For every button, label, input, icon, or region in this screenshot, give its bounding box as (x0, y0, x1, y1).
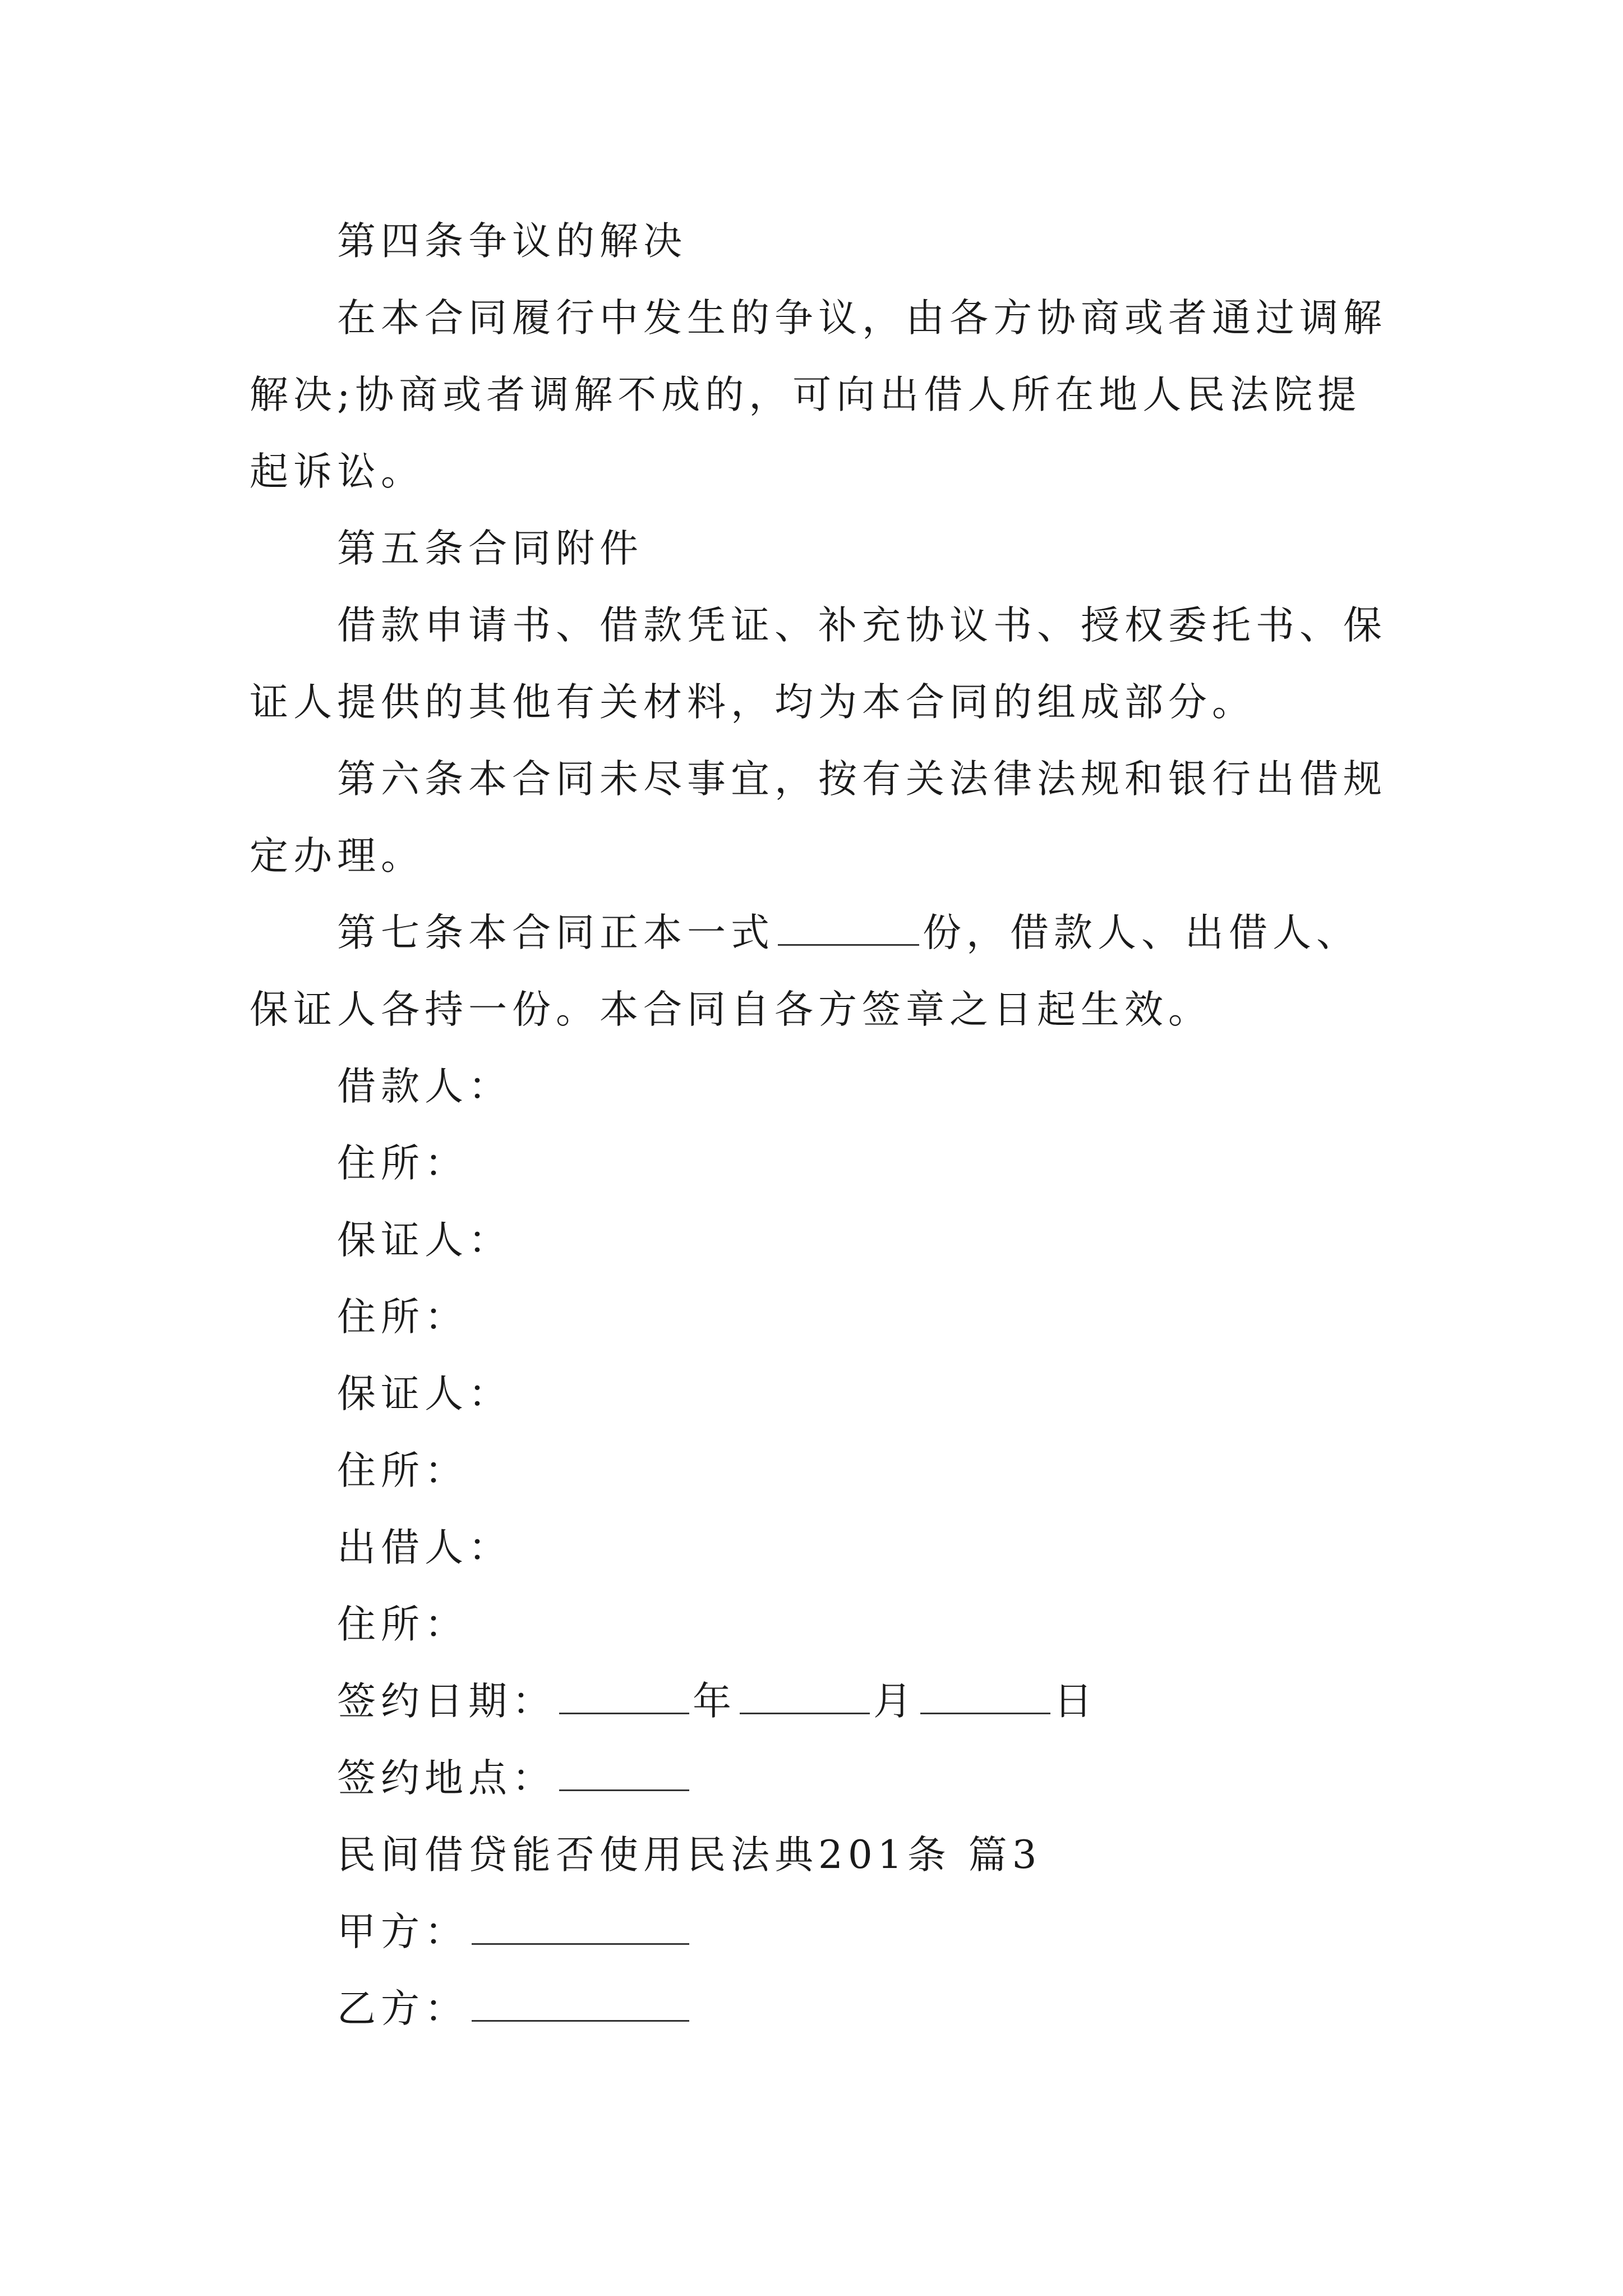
guarantor-address-label: 住所： (337, 1448, 468, 1493)
article-4-heading: 第四条争议的解决 (337, 219, 687, 264)
borrower-label: 借款人： (337, 1064, 512, 1109)
guarantor-address-label: 住所： (337, 1295, 468, 1340)
article-5-paragraph-line: 证人提供的其他有关材料，均为本合同的组成部分。 (250, 680, 1256, 725)
article-7-paragraph-line (250, 895, 1388, 972)
article-4-paragraph-line: 起诉讼。 (250, 449, 425, 494)
article-6-paragraph-line: 定办理。 (250, 834, 425, 878)
guarantor-label: 保证人： (337, 1218, 512, 1263)
party-b-label: 乙方： (337, 1986, 468, 2031)
signing-place-label: 签约地点： (337, 1756, 556, 1801)
borrower-address-label: 住所： (337, 1141, 468, 1186)
article-4-paragraph-line: 解决;协商或者调解不成的，可向出借人所在地人民法院提 (250, 372, 1362, 417)
place-blank-field[interactable] (559, 1756, 689, 1791)
day-label: 日 (1054, 1679, 1098, 1724)
party-b-blank-field[interactable] (472, 1986, 689, 2022)
article-6-paragraph-line: 第六条本合同未尽事宜，按有关法律法规和银行出借规 (337, 757, 1387, 802)
party-a-blank-field[interactable] (472, 1910, 689, 1945)
party-a-label: 甲方： (337, 1910, 468, 1954)
day-blank-field[interactable] (920, 1679, 1050, 1714)
guarantor-label: 保证人： (337, 1372, 512, 1416)
lender-address-label: 住所： (337, 1602, 468, 1647)
signing-date-label: 签约日期： (337, 1679, 556, 1724)
article-4-paragraph-line: 在本合同履行中发生的争议，由各方协商或者通过调解 (337, 296, 1387, 341)
year-label: 年 (693, 1679, 736, 1724)
year-blank-field[interactable] (559, 1679, 689, 1714)
party-a-line (250, 1894, 1388, 1971)
party-b-line (250, 1971, 1388, 2047)
article-5-paragraph-line: 借款申请书、借款凭证、补充协议书、授权委托书、保 (337, 603, 1387, 648)
lender-label: 出借人： (337, 1525, 512, 1570)
document-body (250, 203, 1388, 2047)
article-5-heading: 第五条合同附件 (337, 526, 643, 571)
article-7-text: 第七条本合同正本一式 (337, 910, 774, 955)
section-title: 民间借贷能否使用民法典201条 篇3 (337, 1833, 1042, 1878)
copies-blank-field[interactable] (778, 910, 919, 946)
signing-place-line (250, 1740, 1388, 1817)
month-label: 月 (873, 1679, 917, 1724)
month-blank-field[interactable] (740, 1679, 870, 1714)
signing-date-line (250, 1663, 1388, 1740)
article-7-text: 份，借款人、出借人、 (923, 910, 1360, 955)
article-7-paragraph-line: 保证人各持一份。本合同自各方签章之日起生效。 (250, 987, 1212, 1032)
